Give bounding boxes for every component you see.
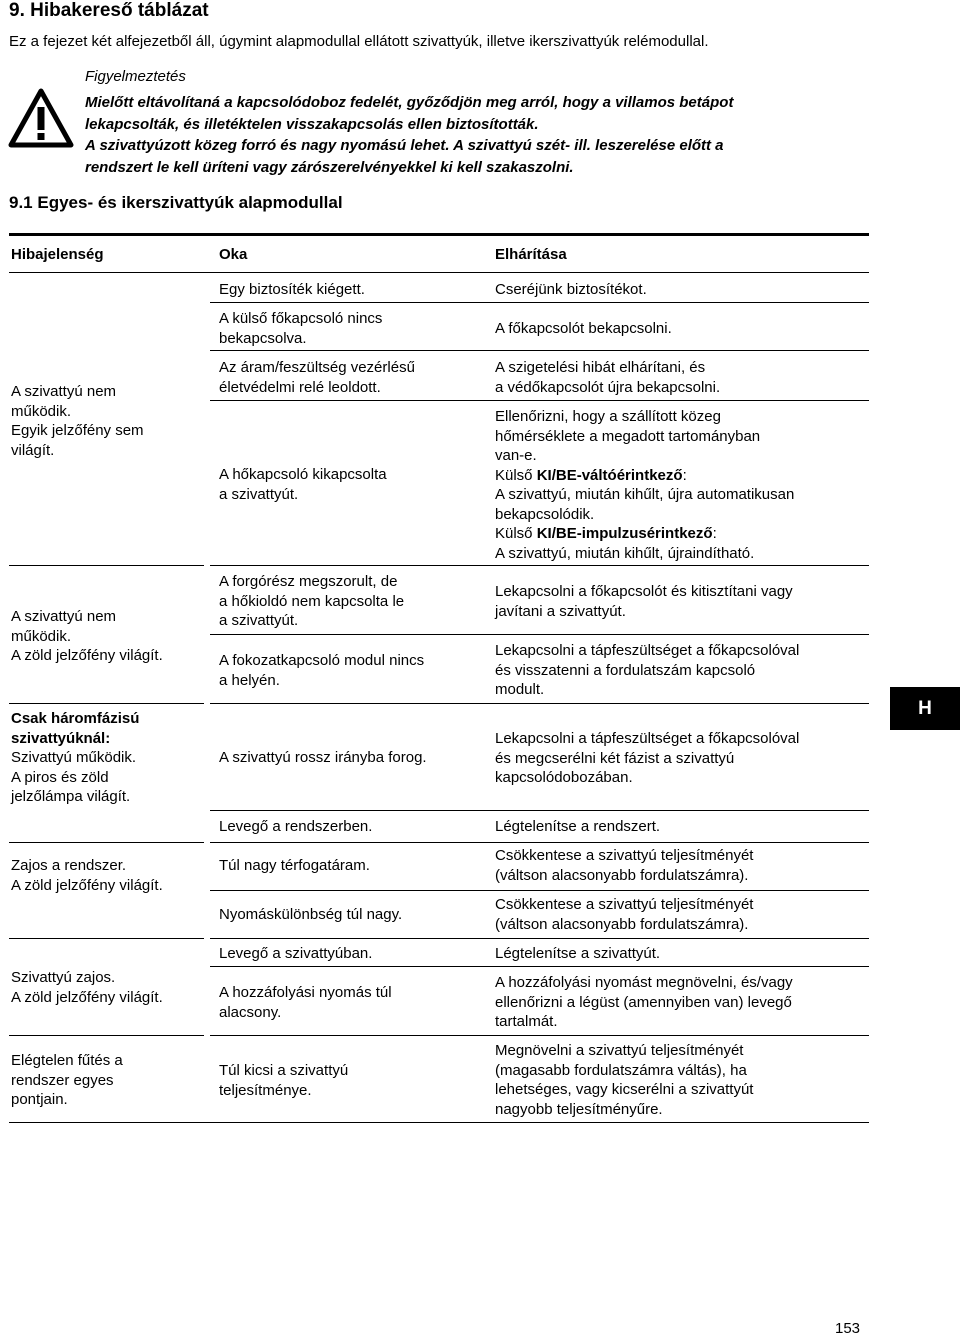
row-divider <box>9 565 204 566</box>
table-bottom-rule <box>9 1122 869 1123</box>
cause-cell: A külső főkapcsoló nincs bekapcsolva. <box>219 310 383 347</box>
symptom-cell: Zajos a rendszer. A zöld jelzőfény világít. <box>11 857 163 894</box>
symptom-cell: Szivattyú zajos. A zöld jelzőfény világít. <box>11 969 163 1006</box>
row-divider <box>210 703 869 704</box>
warning-title: Figyelmeztetés <box>85 68 186 85</box>
intro-text: Ez a fejezet két alfejezetből áll, úgymint alapmodullal ellátott szivattyúk, illetve ikerszivattyúk relémodullal. <box>9 33 709 50</box>
warning-text <box>85 92 875 178</box>
remedy-cell: Lekapcsolni a főkapcsolót és kitisztítani vagy javítani a szivattyút. <box>495 583 793 620</box>
row-divider <box>210 302 869 303</box>
remedy-cell: Cseréjünk biztosítékot. <box>495 281 647 298</box>
row-divider <box>210 350 869 351</box>
section-title: 9. Hibakereső táblázat <box>9 0 209 21</box>
remedy-cell: Csökkentese a szivattyú teljesítményét (váltson alacsonyabb fordulatszámra). <box>495 847 754 884</box>
row-divider <box>9 938 204 939</box>
symptom-cell: A szivattyú nem működik. Egyik jelzőfény sem világít. <box>11 383 144 459</box>
remedy-cell: Lekapcsolni a tápfeszültséget a főkapcsolóval és visszatenni a fordulatszám kapcsoló modult. <box>495 642 800 698</box>
table-top-rule <box>9 233 869 236</box>
remedy-cell: Légtelenítse a szivattyút. <box>495 945 661 962</box>
cause-cell: A hőkapcsoló kikapcsolta a szivattyút. <box>219 466 387 503</box>
cause-cell: A szivattyú rossz irányba forog. <box>219 749 427 766</box>
remedy-cell: Ellenőrizni, hogy a szállított közeg hőmérséklete a megadott tartományban van-e. Külső KI/BE-váltóérintkező: A szivattyú, miután kihűlt, újra automatikusan bekapcsolódik. Külső KI/BE-impulzusérintkező: A szivattyú, miután kihűlt, újraindítható. <box>495 408 795 562</box>
warning-line: rendszert le kell üríteni vagy zárószerelvényekkel ki kell szakaszolni. <box>85 158 574 176</box>
remedy-cell: Megnövelni a szivattyú teljesítményét (magasabb fordulatszámra váltás), ha lehetséges, vagy kicserélni a szivattyút nagyobb teljesítményűre. <box>495 1042 754 1118</box>
symptom-cell: Elégtelen fűtés a rendszer egyes pontjain. <box>11 1052 123 1108</box>
row-divider <box>210 810 869 811</box>
cause-cell: Nyomáskülönbség túl nagy. <box>219 906 403 923</box>
symptom-cell: Csak háromfázisú szivattyúknál: Szivattyú működik. A piros és zöld jelzőlámpa világít. <box>11 710 140 805</box>
language-side-tab: H <box>890 687 960 730</box>
row-divider <box>210 842 869 843</box>
row-divider <box>210 565 869 566</box>
row-divider <box>210 634 869 635</box>
cause-cell: Egy biztosíték kiégett. <box>219 281 365 298</box>
row-divider <box>210 966 869 967</box>
row-divider <box>9 1035 204 1036</box>
cause-cell: Túl nagy térfogatáram. <box>219 857 370 874</box>
remedy-cell: A szigetelési hibát elhárítani, és a védőkapcsolót újra bekapcsolni. <box>495 359 721 396</box>
cause-cell: Túl kicsi a szivattyú teljesítménye. <box>219 1062 349 1099</box>
table-header-rule <box>9 272 869 273</box>
remedy-cell: Légtelenítse a rendszert. <box>495 818 661 835</box>
row-divider <box>9 703 204 704</box>
remedy-cell: Lekapcsolni a tápfeszültséget a főkapcsolóval és megcserélni két fázist a szivattyú kapcsolódobozában. <box>495 730 800 786</box>
row-divider <box>210 938 869 939</box>
remedy-cell: A főkapcsolót bekapcsolni. <box>495 320 672 337</box>
row-divider <box>210 400 869 401</box>
header-cause: Oka <box>219 246 248 263</box>
remedy-cell: Csökkentese a szivattyú teljesítményét (váltson alacsonyabb fordulatszámra). <box>495 896 754 933</box>
page-number: 153 <box>835 1320 861 1337</box>
header-symptom: Hibajelenség <box>11 246 104 263</box>
warning-line: lekapcsolták, és illetéktelen visszakapcsolás ellen biztosították. <box>85 115 539 133</box>
row-divider <box>9 842 204 843</box>
cause-cell: A hozzáfolyási nyomás túl alacsony. <box>219 984 392 1021</box>
row-divider <box>210 1035 869 1036</box>
cause-cell: Levegő a szivattyúban. <box>219 945 373 962</box>
cause-cell: A fokozatkapcsoló modul nincs a helyén. <box>219 652 425 689</box>
cause-cell: Az áram/feszültség vezérlésű életvédelmi relé leoldott. <box>219 359 415 396</box>
remedy-cell: A hozzáfolyási nyomást megnövelni, és/vagy ellenőrizni a légüst (amennyiben van) levegő tartalmát. <box>495 974 793 1030</box>
warning-line: Mielőtt eltávolítaná a kapcsolódoboz fedelét, győződjön meg arról, hogy a villamos betápot <box>85 94 734 111</box>
subsection-title: 9.1 Egyes- és ikerszivattyúk alapmodullal <box>9 193 343 212</box>
header-remedy: Elhárítása <box>495 246 567 263</box>
symptom-cell: A szivattyú nem működik. A zöld jelzőfény világít. <box>11 608 163 664</box>
warning-line: A szivattyúzott közeg forró és nagy nyomású lehet. A szivattyú szét- ill. leszerelése előtt a <box>85 137 724 154</box>
cause-cell: A forgórész megszorult, de a hőkioldó nem kapcsolta le a szivattyút. <box>219 573 405 629</box>
cause-cell: Levegő a rendszerben. <box>219 818 373 835</box>
warning-triangle-icon <box>8 88 74 148</box>
row-divider <box>210 890 869 891</box>
